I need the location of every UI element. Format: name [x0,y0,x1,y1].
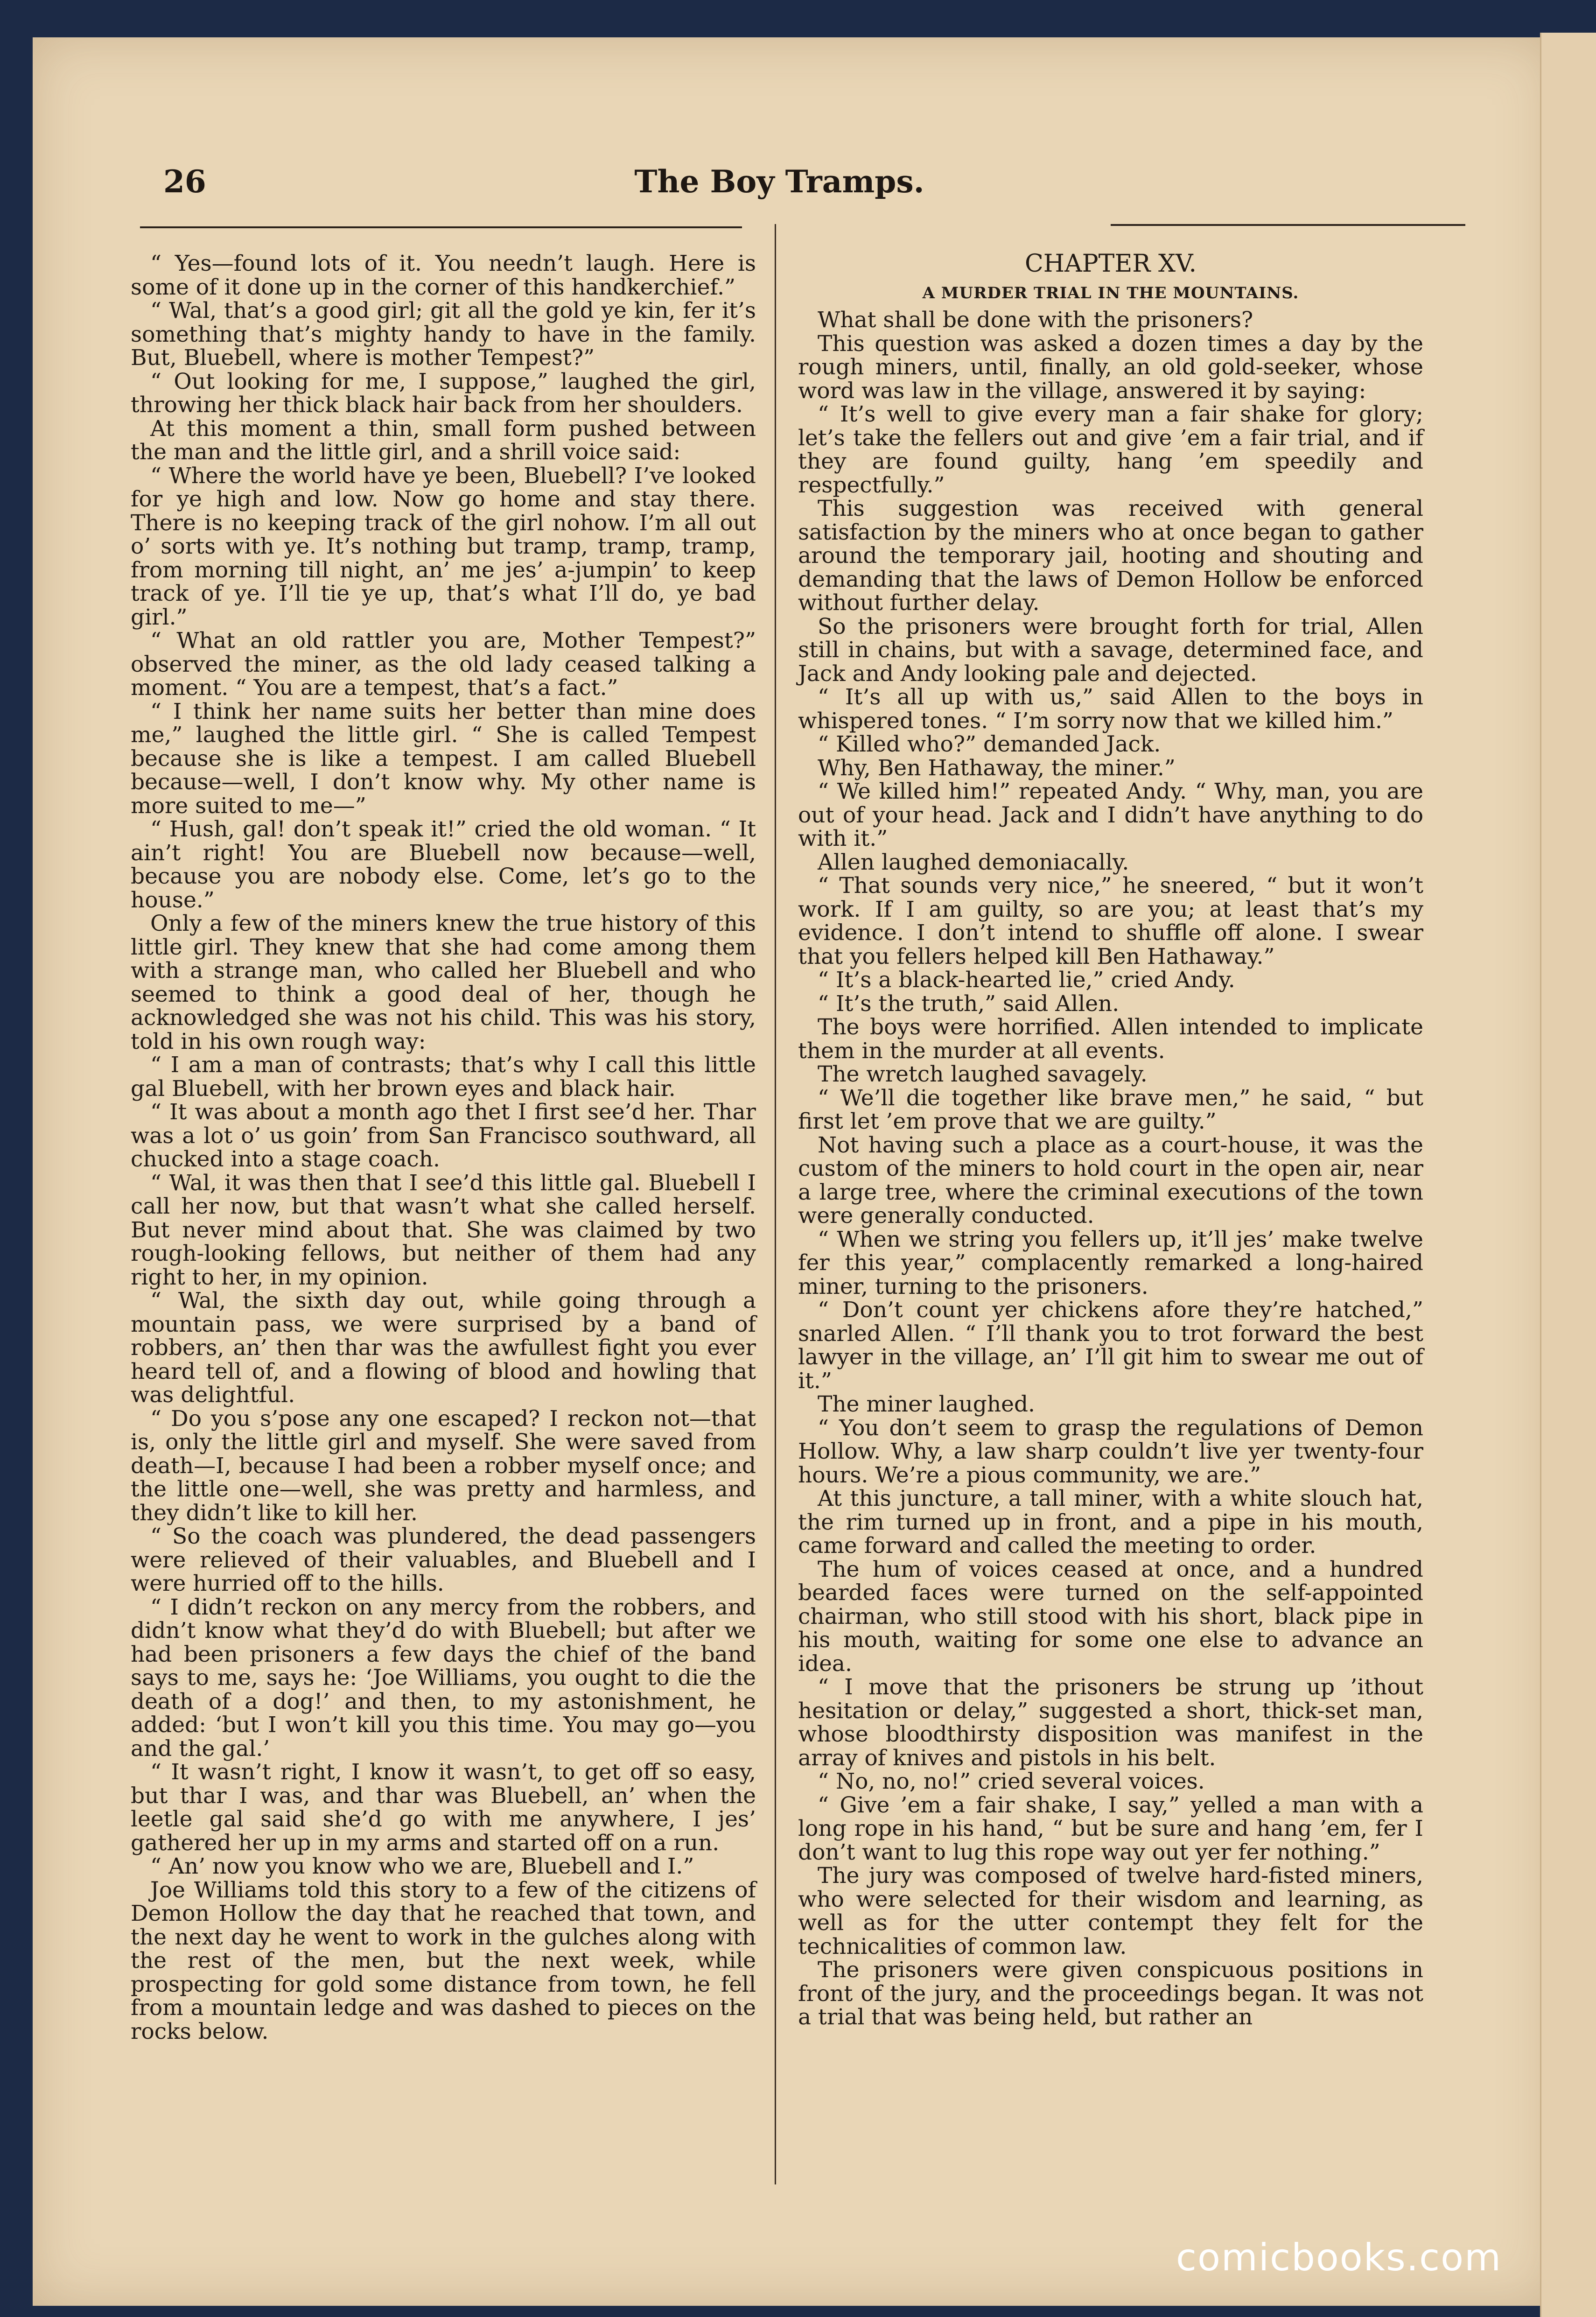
paragraph: This question was asked a dozen times a day by the rough miners, until, finally, an old gold-seeker, whose word was law in the village, answered it by saying: [798,330,1423,404]
page-header [33,135,1554,229]
page-number: 26 [163,163,206,200]
paragraph: The miner laughed. [818,1391,1035,1417]
paragraph: The hum of voices ceased at once, and a hundred bearded faces were turned on the self-appointed chairman, who still stood with his short, black pipe in his mouth, waiting for some one else to advance an idea. [798,1556,1423,1677]
paragraph: “ It was about a month ago thet I first see’d her. Thar was a lot o’ us goin’ from San Francisco southward, all chucked into a stage coach. [131,1099,756,1172]
paragraph: “ What an old rattler you are, Mother Tempest?” observed the miner, as the old lady ceased talking a moment. “ You are a tempest, that’s a fact.” [131,628,756,701]
book-page [33,37,1554,2306]
paragraph: “ No, no, no!” cried several voices. [818,1769,1205,1794]
paragraph: So the prisoners were brought forth for trial, Allen still in chains, but with a savage, determined face, and Jack and Andy looking pale and dejected. [798,613,1423,687]
paragraph: What shall be done with the prisoners? [818,307,1253,333]
paragraph: Only a few of the miners knew the true history of this little girl. They knew that she had come among them with a strange man, who called her Bluebell and who seemed to think a good deal of her, though he acknowledged she was not his child. This was his story, told in his own rough way: [131,911,756,1054]
paragraph: The boys were horrified. Allen intended to implicate them in the murder at all events. [798,1014,1423,1064]
paragraph: Allen laughed demoniacally. [818,849,1129,875]
right-column [798,252,1423,2029]
paragraph: “ Do you s’pose any one escaped? I reckon not—that is, only the little girl and myself. She were saved from death—I, because I had been a robber myself once; and the little one—well, she was pretty and harmless, and they didn’t like to kill her. [131,1405,756,1526]
paragraph: “ I think her name suits her better than mine does me,” laughed the little girl. “ She is called Tempest because she is like a tempest. I am called Bluebell because—well, I don’t know why. My other name is more suited to me—” [131,698,756,819]
paragraph: This suggestion was received with general satisfaction by the miners who at once began to gather around the temporary jail, hooting and shouting and demanding that the laws of Demon Hollow be enforced without further delay. [798,496,1423,616]
paragraph: “ That sounds very nice,” he sneered, “ but it won’t work. If I am guilty, so are you; at least that’s my evidence. I don’t intend to shuffle off alone. I swear that you fellers helped kill Ben Hathaway.” [798,873,1423,969]
paragraph: The jury was composed of twelve hard-fisted miners, who were selected for their wisdom and learning, as well as for the utter contempt they felt for the technicalities of common law. [798,1863,1423,1959]
paragraph: “ Hush, gal! don’t speak it!” cried the old woman. “ It ain’t right! You are Bluebell now because—well, because you are nobody else. Come, let’s go to the house.” [131,816,756,913]
paragraph: “ It’s the truth,” said Allen. [818,990,1120,1017]
paragraph: “ It wasn’t right, I know it wasn’t, to get off so easy, but thar I was, and thar was Bluebell, an’ when the leetle gal said she’d go with me anywhere, I jes’ gathered her up in my arms and started off on a run. [131,1759,756,1856]
paragraph: The prisoners were given conspicuous positions in front of the jury, and the proceedings began. It was not a trial that was being held, but rather an [798,1957,1423,2030]
paragraph: “ It’s a black-hearted lie,” cried Andy. [818,967,1235,993]
paragraph: Joe Williams told this story to a few of the citizens of Demon Hollow the day that he reached that town, and the next day he went to work in the gulches along with the rest of the men, but the next week, while prospecting for gold some distance from town, he fell from a mountain ledge and was dashed to pieces on the rocks below. [131,1877,756,2044]
paragraph: “ Where the world have ye been, Bluebell? I’ve looked for ye high and low. Now go home and stay there. There is no keeping track of the girl nohow. I’m all out o’ sorts with ye. It’s nothing but tramp, tramp, tramp, from morning till night, an’ me jes’ a-jumpin’ to keep track of ye. I’ll tie ye up, that’s what I’ll do, ye bad girl.” [131,463,756,630]
paragraph: “ So the coach was plundered, the dead passengers were relieved of their valuables, and Bluebell and I were hurried off to the hills. [131,1524,756,1596]
paragraph: “ Yes—found lots of it. You needn’t laugh. Here is some of it done up in the corner of this handkerchief.” [131,251,756,300]
paragraph: “ Killed who?” demanded Jack. [818,731,1161,757]
paragraph: “ Don’t count yer chickens afore they’re hatched,” snarled Allen. “ I’ll thank you to trot forward the best lawyer in the village, an’ I’ll git him to swear me out of it.” [798,1297,1423,1394]
paragraph: Why, Ben Hathaway, the miner.” [818,755,1176,781]
chapter-title: CHAPTER XV. [1024,250,1197,278]
paragraph: Not having such a place as a court-house, it was the custom of the miners to hold court in the open air, near a large tree, where the criminal executions of the town were generally conducted. [798,1132,1423,1229]
left-column [131,252,756,2043]
paragraph: “ When we string you fellers up, it’ll jes’ make twelve fer this year,” complacently remarked a long-haired miner, turning to the prisoners. [798,1226,1423,1299]
paragraph: “ We killed him!” repeated Andy. “ Why, man, you are out of your head. Jack and I didn’t have anything to do with it.” [798,779,1423,851]
running-title: The Boy Tramps. [634,163,924,200]
watermark: comicbooks.com [1176,2236,1502,2279]
paragraph: The wretch laughed savagely. [818,1061,1148,1087]
header-rule-right [1111,224,1465,226]
paragraph: “ An’ now you know who we are, Bluebell and I.” [150,1854,694,1879]
paragraph: “ It’s all up with us,” said Allen to the boys in whispered tones. “ I’m sorry now that we killed him.” [798,684,1423,734]
paragraph: “ Give ’em a fair shake, I say,” yelled a man with a long rope in his hand, “ but be sure and hang ’em, fer I don’t want to lug this rope way out yer fer nothing.” [798,1792,1423,1865]
paragraph: “ Wal, that’s a good girl; git all the gold ye kin, fer it’s something that’s mighty handy to have in the family. But, Bluebell, where is mother Tempest?” [131,298,756,371]
paragraph: “ Out looking for me, I suppose,” laughed the girl, throwing her thick black hair back from her shoulders. [131,368,756,418]
paragraph: “ I didn’t reckon on any mercy from the robbers, and didn’t know what they’d do with Bluebell; but after we had been prisoners a few days the chief of the band says to me, says he: ‘Joe Williams, you ought to die the death of a dog!’ and then, to my astonishment, he added: ‘but I won’t kill you this time. You may go—you and the gal.’ [131,1594,756,1762]
column-divider [775,224,776,2184]
paragraph: “ Wal, the sixth day out, while going through a mountain pass, we were surprised by a band of robbers, an’ then thar was the awfullest fight you ever heard tell of, and a flowing of blood and howling that was delightful. [131,1288,756,1408]
paragraph: “ I move that the prisoners be strung up ’ithout hesitation or delay,” suggested a short, thick-set man, whose bloodthirsty disposition was manifest in the array of knives and pistols in his belt. [798,1674,1423,1771]
paragraph: At this juncture, a tall miner, with a white slouch hat, the rim turned up in front, and a pipe in his mouth, came forward and called the meeting to order. [798,1486,1423,1559]
paragraph: “ It’s well to give every man a fair shake for glory; let’s take the fellers out and give ’em a fair trial, and if they are found guilty, hang ’em speedily and respectfully.” [798,401,1423,498]
header-rule-left [140,226,742,228]
chapter-subtitle: A MURDER TRIAL IN THE MOUNTAINS. [922,283,1299,302]
paragraph: “ Wal, it was then that I see’d this little gal. Bluebell I call her now, but that wasn’t what she called herself. But never mind about that. She was claimed by two rough-looking fellows, but neither of them had any right to her, in my opinion. [131,1170,756,1290]
paragraph: “ We’ll die together like brave men,” he said, “ but first let ’em prove that we are guilty.” [798,1085,1423,1134]
paragraph: At this moment a thin, small form pushed between the man and the little girl, and a shrill voice said: [131,415,756,465]
paragraph: “ You don’t seem to grasp the regulations of Demon Hollow. Why, a law sharp couldn’t live yer twenty-four hours. We’re a pious community, we are.” [798,1415,1423,1488]
paragraph: “ I am a man of contrasts; that’s why I call this little gal Bluebell, with her brown eyes and black hair. [131,1052,756,1102]
page-edge [1540,33,1596,2317]
